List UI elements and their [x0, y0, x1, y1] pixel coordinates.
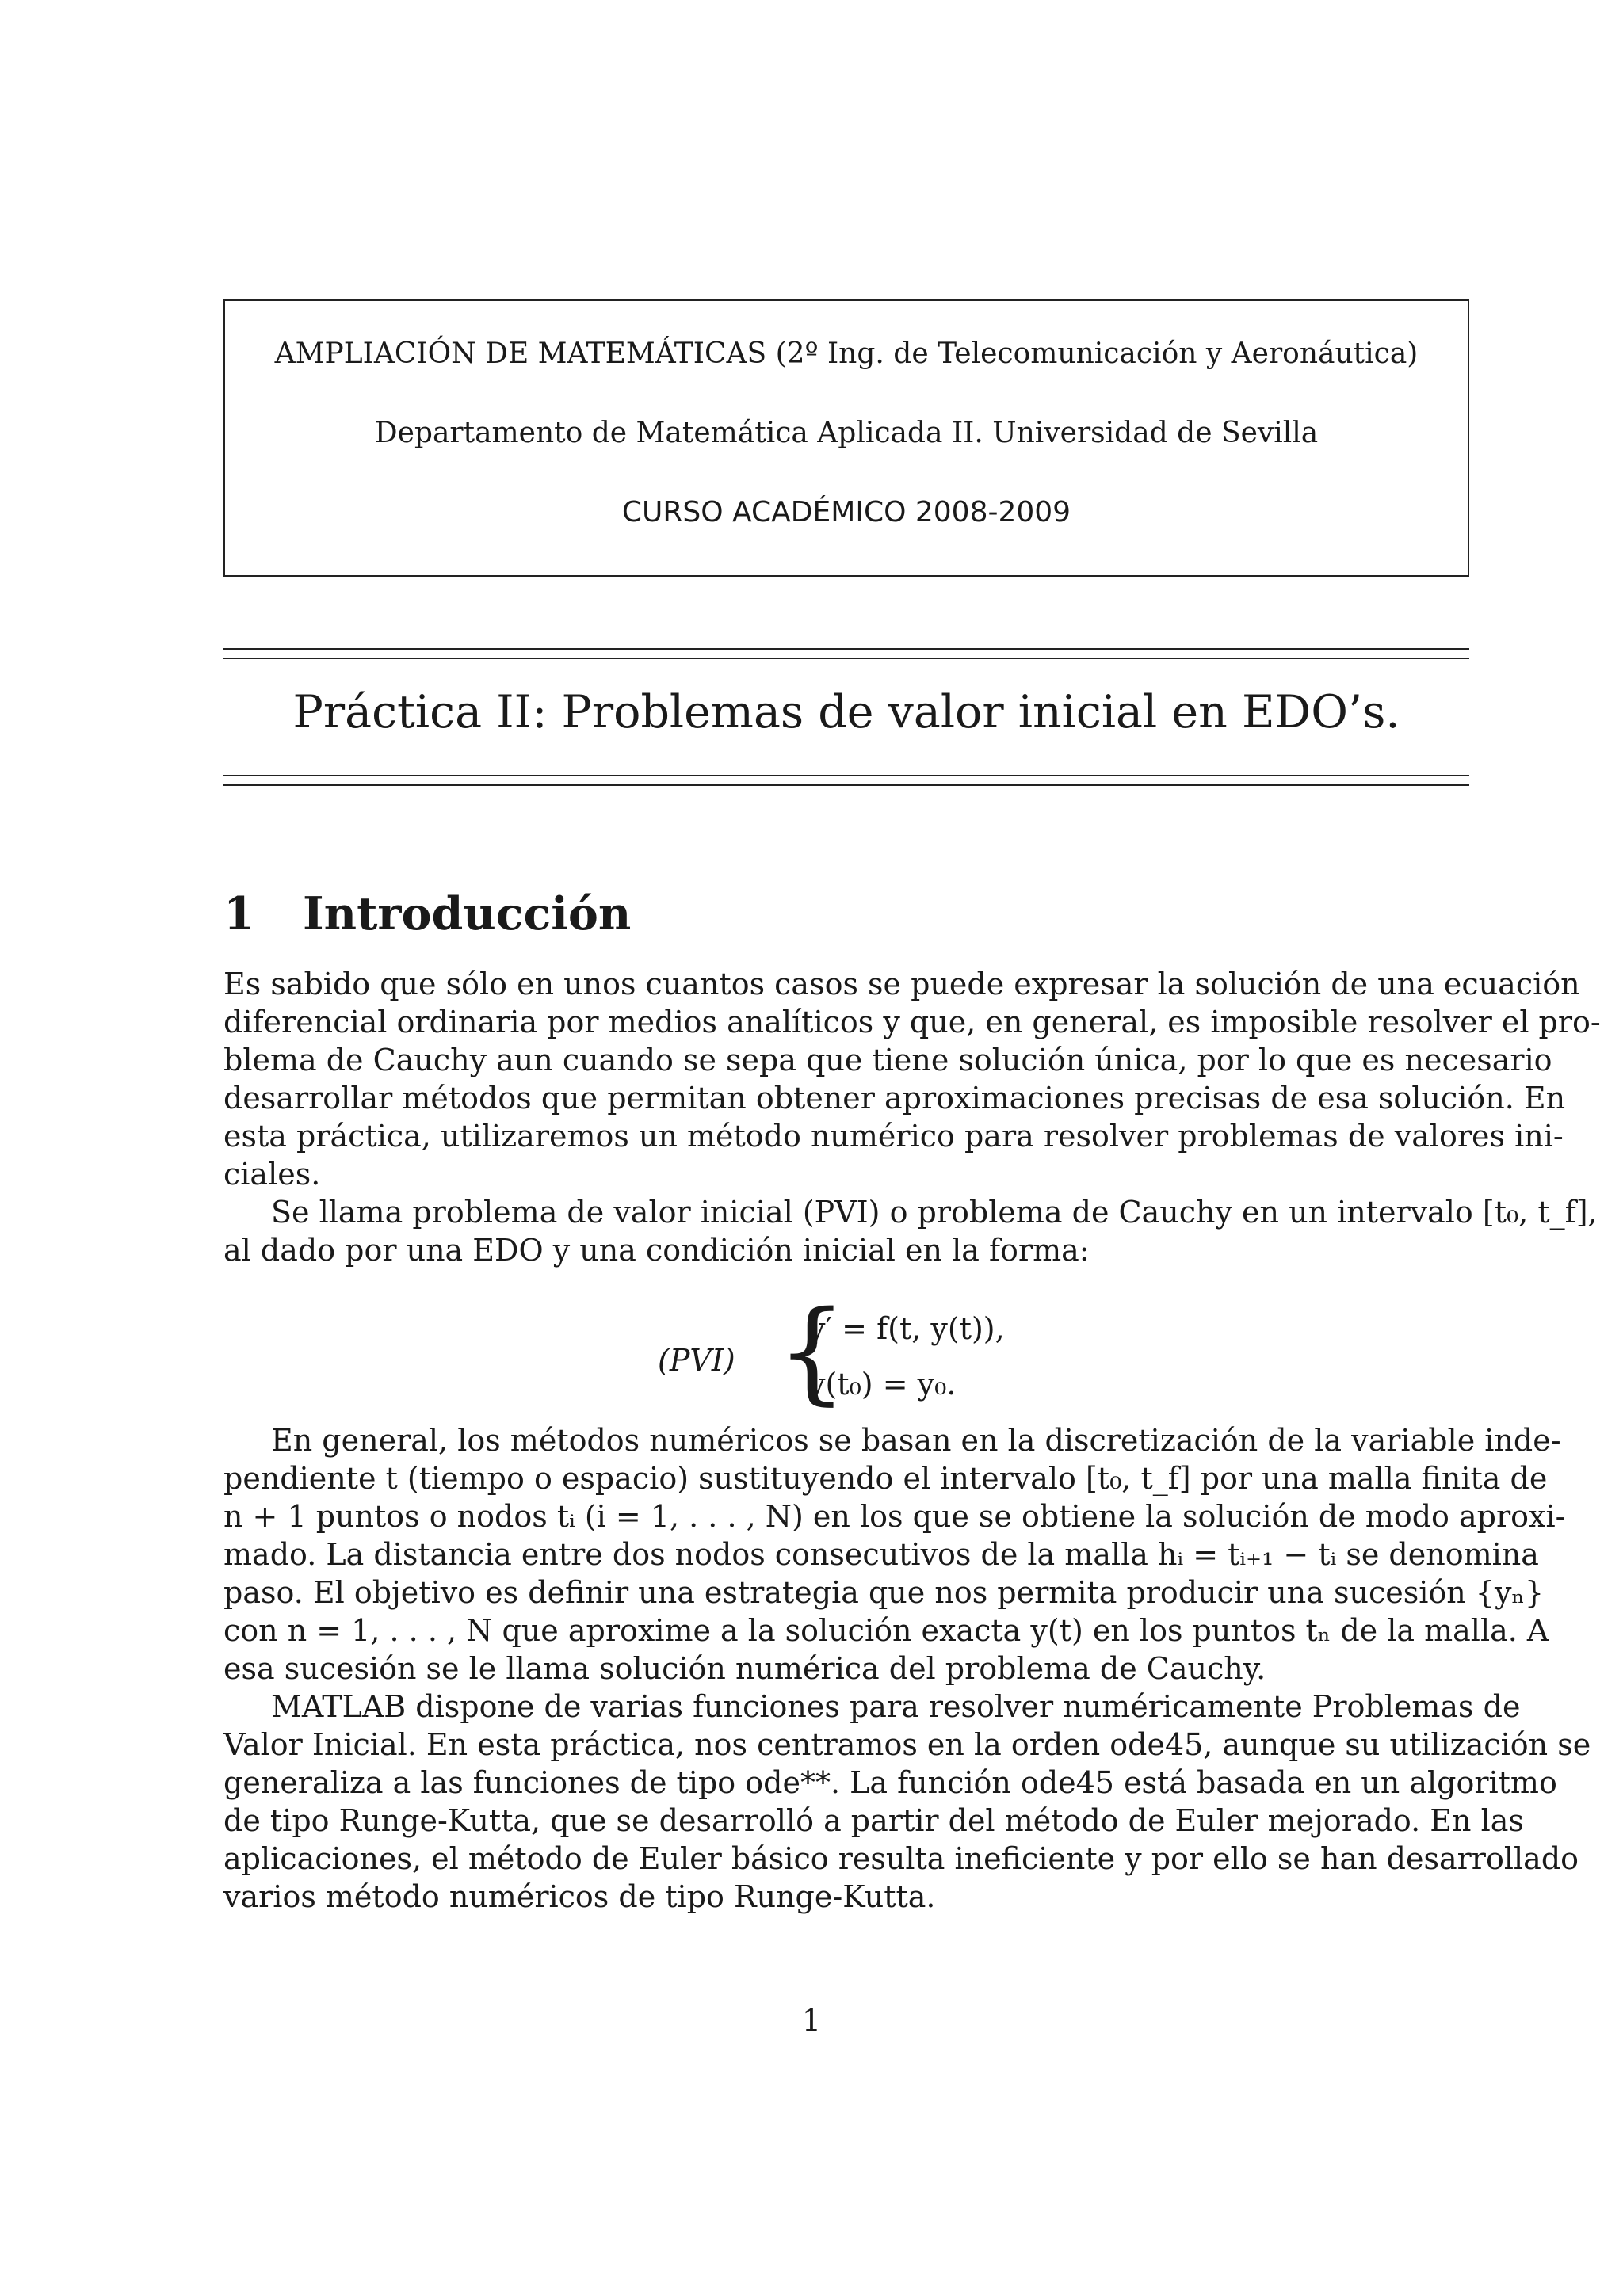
section-heading — [223, 887, 631, 940]
equation-row-2: y(t₀) = y₀. — [808, 1367, 957, 1402]
text-line: En general, los métodos numéricos se basan en la discretización de la variable inde- — [271, 1423, 1561, 1458]
text-line: esta práctica, utilizaremos un método numérico para resolver problemas de valores ini- — [223, 1119, 1564, 1154]
paragraph-numeric-methods — [223, 1421, 1566, 1688]
text-line: esa sucesión se le llama solución numérica del problema de Cauchy. — [223, 1651, 1266, 1686]
text-line: Valor Inicial. En esta práctica, nos centramos en la orden ode45, aunque su utilización se — [223, 1727, 1591, 1762]
equation-label: (PVI) — [658, 1343, 735, 1378]
text-line: MATLAB dispone de varias funciones para resolver numéricamente Problemas de — [271, 1689, 1521, 1724]
department: Departamento de Matemática Aplicada II. Universidad de Sevilla — [374, 417, 1319, 449]
academic-year: CURSO ACADÉMICO 2008-2009 — [621, 496, 1071, 528]
paragraph-pvi-definition — [223, 1193, 1598, 1269]
left-brace: { — [777, 1287, 848, 1417]
pvi-equation — [658, 1287, 1070, 1417]
title-rule-top-1 — [223, 648, 1469, 650]
paragraph-matlab — [223, 1688, 1591, 1916]
section-title: Introducción — [303, 887, 632, 940]
text-line: diferencial ordinaria por medios analíticos y que, en general, es imposible resolver el pro- — [223, 1005, 1601, 1039]
text-line: n + 1 puntos o nodos tᵢ (i = 1, . . . , N) en los que se obtiene la solución de modo aproxi- — [223, 1499, 1566, 1534]
text-line: varios método numéricos de tipo Runge-Kutta. — [223, 1879, 936, 1914]
title-rule-bottom-1 — [223, 775, 1469, 776]
text-line: mado. La distancia entre dos nodos consecutivos de la malla hᵢ = tᵢ₊₁ − tᵢ se denomina — [223, 1537, 1539, 1572]
text-line: pendiente t (tiempo o espacio) sustituyendo el intervalo [t₀, t_f] por una malla finita de — [223, 1461, 1548, 1496]
text-line: de tipo Runge-Kutta, que se desarrolló a partir del método de Euler mejorado. En las — [223, 1803, 1524, 1838]
title-rule-bottom-2 — [223, 784, 1469, 786]
title-rule-top-2 — [223, 658, 1469, 659]
text-line: desarrollar métodos que permitan obtener aproximaciones precisas de esa solución. En — [223, 1081, 1566, 1116]
equation-row-1: y′ = f(t, y(t)), — [808, 1311, 1005, 1346]
text-line: Es sabido que sólo en unos cuantos casos se puede expresar la solución de una ecuación — [223, 967, 1580, 1001]
section-number: 1 — [223, 887, 255, 940]
text-line: aplicaciones, el método de Euler básico resulta ineficiente y por ello se han desarrollado — [223, 1841, 1579, 1876]
page-number: 1 — [801, 2003, 822, 2038]
text-line: Se llama problema de valor inicial (PVI) o problema de Cauchy en un intervalo [t₀, t_f], — [271, 1195, 1598, 1230]
course-header-box — [223, 299, 1469, 577]
text-line: paso. El objetivo es definir una estrategia que nos permita producir una sucesión {yₙ} — [223, 1575, 1545, 1610]
paragraph-intro — [223, 965, 1601, 1193]
course-title: AMPLIACIÓN DE MATEMÁTICAS (2º Ing. de Telecomunicación y Aeronáutica) — [274, 338, 1419, 370]
text-line: ciales. — [223, 1157, 321, 1192]
text-line: blema de Cauchy aun cuando se sepa que tiene solución única, por lo que es necesario — [223, 1043, 1552, 1077]
text-line: al dado por una EDO y una condición inicial en la forma: — [223, 1233, 1090, 1268]
text-line: con n = 1, . . . , N que aproxime a la solución exacta y(t) en los puntos tₙ de la malla. A — [223, 1613, 1549, 1648]
practice-title: Práctica II: Problemas de valor inicial en EDO’s. — [292, 686, 1400, 738]
text-line: generaliza a las funciones de tipo ode**. La función ode45 está basada en un algoritmo — [223, 1765, 1557, 1800]
